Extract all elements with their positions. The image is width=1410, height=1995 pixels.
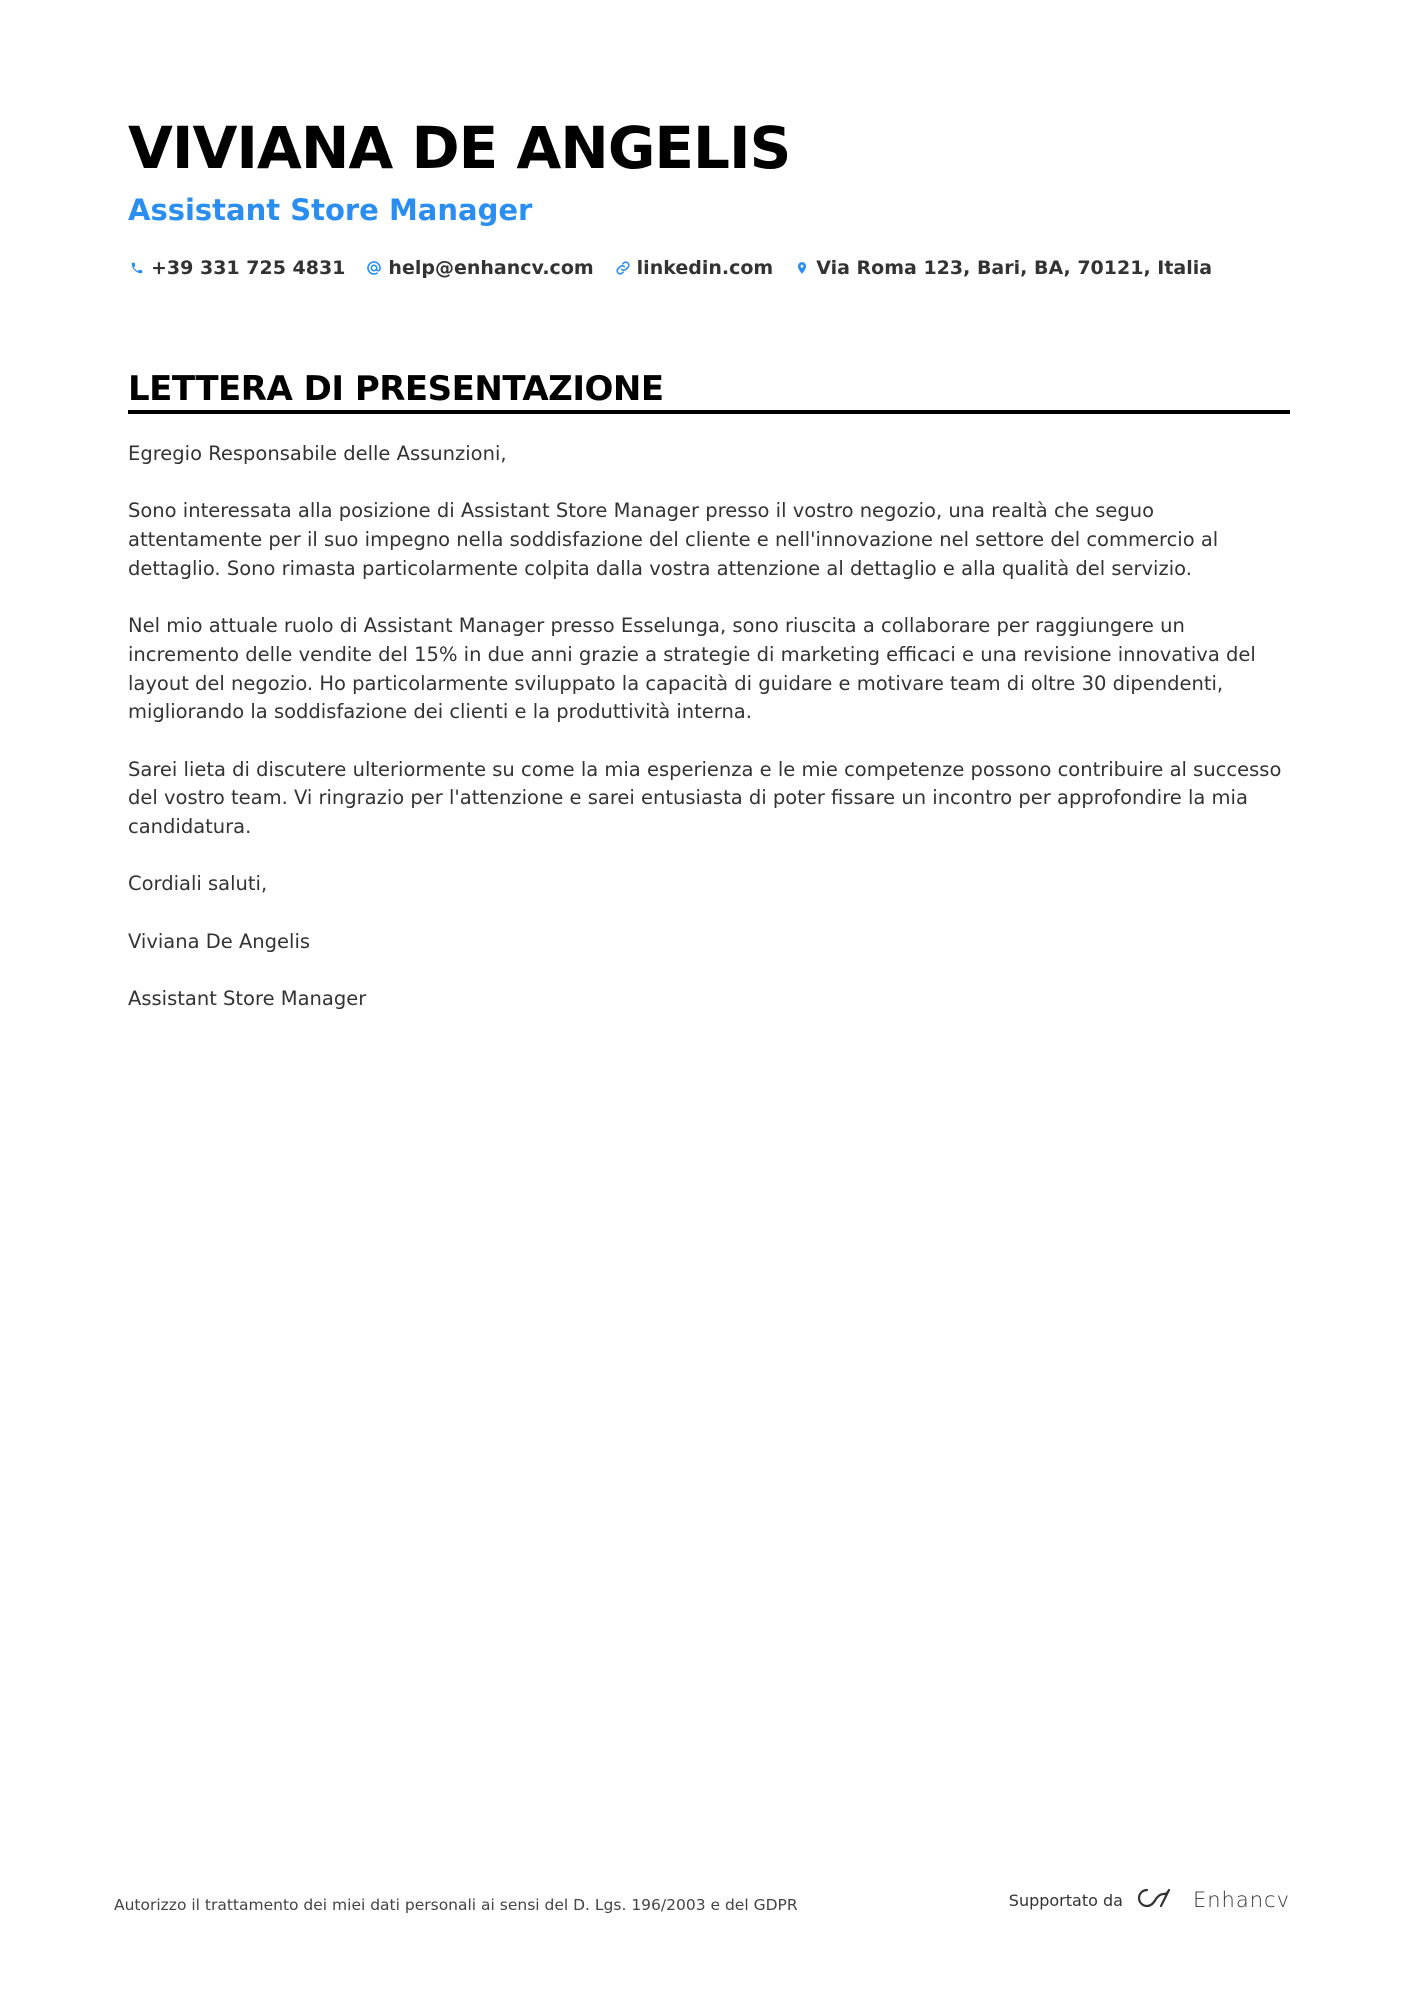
powered-by[interactable] — [1009, 1886, 1290, 1914]
link-icon — [614, 259, 632, 277]
letter-greeting: Egregio Responsabile delle Assunzioni, — [128, 442, 507, 465]
contact-linkedin[interactable] — [614, 254, 774, 282]
brand-name: Enhancv — [1192, 1888, 1290, 1912]
letter-paragraph: Sarei lieta di discutere ulteriormente su come la mia esperienza e le mie competenze possono contribuire al successo del vostro team. Vi ringrazio per l'attenzione e sarei entusiasta di poter fissare un incontro per approfondire la mia candidatura. — [128, 757, 1282, 839]
enhancv-logo-icon — [1135, 1886, 1181, 1914]
powered-by-label: Supportato da — [1008, 1890, 1123, 1910]
section-title: LETTERA DI PRESENTAZIONE — [128, 369, 664, 409]
contact-phone-text: +39 331 725 4831 — [151, 257, 346, 279]
contact-phone — [128, 254, 345, 282]
contact-address-text: Via Roma 123, Bari, BA, 70121, Italia — [816, 257, 1213, 279]
phone-icon — [128, 259, 146, 277]
letter-paragraph: Nel mio attuale ruolo di Assistant Manager presso Esselunga, sono riuscita a collaborare per raggiungere un incremento delle vendite del 15% in due anni grazie a strategie di marketing efficaci e una revisione innovativa del layout del negozio. Ho particolarmente sviluppato la capacità di guidare e motivare team di oltre 30 dipendenti, migliorando la soddisfazione dei clienti e la produttività interna. — [128, 614, 1256, 724]
contact-linkedin-text[interactable]: linkedin.com — [636, 257, 774, 279]
letter-body — [128, 440, 1290, 1043]
contact-email[interactable] — [365, 254, 593, 282]
location-pin-icon — [793, 259, 811, 277]
section-divider — [128, 410, 1290, 414]
signature-name: Viviana De Angelis — [128, 929, 311, 953]
contact-bar — [128, 254, 1232, 282]
signature-role: Assistant Store Manager — [128, 987, 367, 1011]
candidate-role: Assistant Store Manager — [128, 193, 533, 227]
contact-email-text[interactable]: help@enhancv.com — [388, 257, 594, 279]
at-icon — [365, 259, 383, 277]
privacy-consent: Autorizzo il trattamento dei miei dati personali ai sensi del D. Lgs. 196/2003 e del GDPR — [114, 1896, 798, 1914]
letter-paragraph: Sono interessata alla posizione di Assistant Store Manager presso il vostro negozio, una realtà che seguo attentamente per il suo impegno nella soddisfazione del cliente e nell'innovazione nel settore del commercio al dettaglio. Sono rimasta particolarmente colpita dalla vostra attenzione al dettaglio e alla qualità del servizio. — [128, 499, 1219, 580]
letter-closing: Cordiali saluti, — [128, 872, 268, 896]
candidate-name: VIVIANA DE ANGELIS — [128, 114, 791, 182]
contact-address — [793, 254, 1212, 282]
